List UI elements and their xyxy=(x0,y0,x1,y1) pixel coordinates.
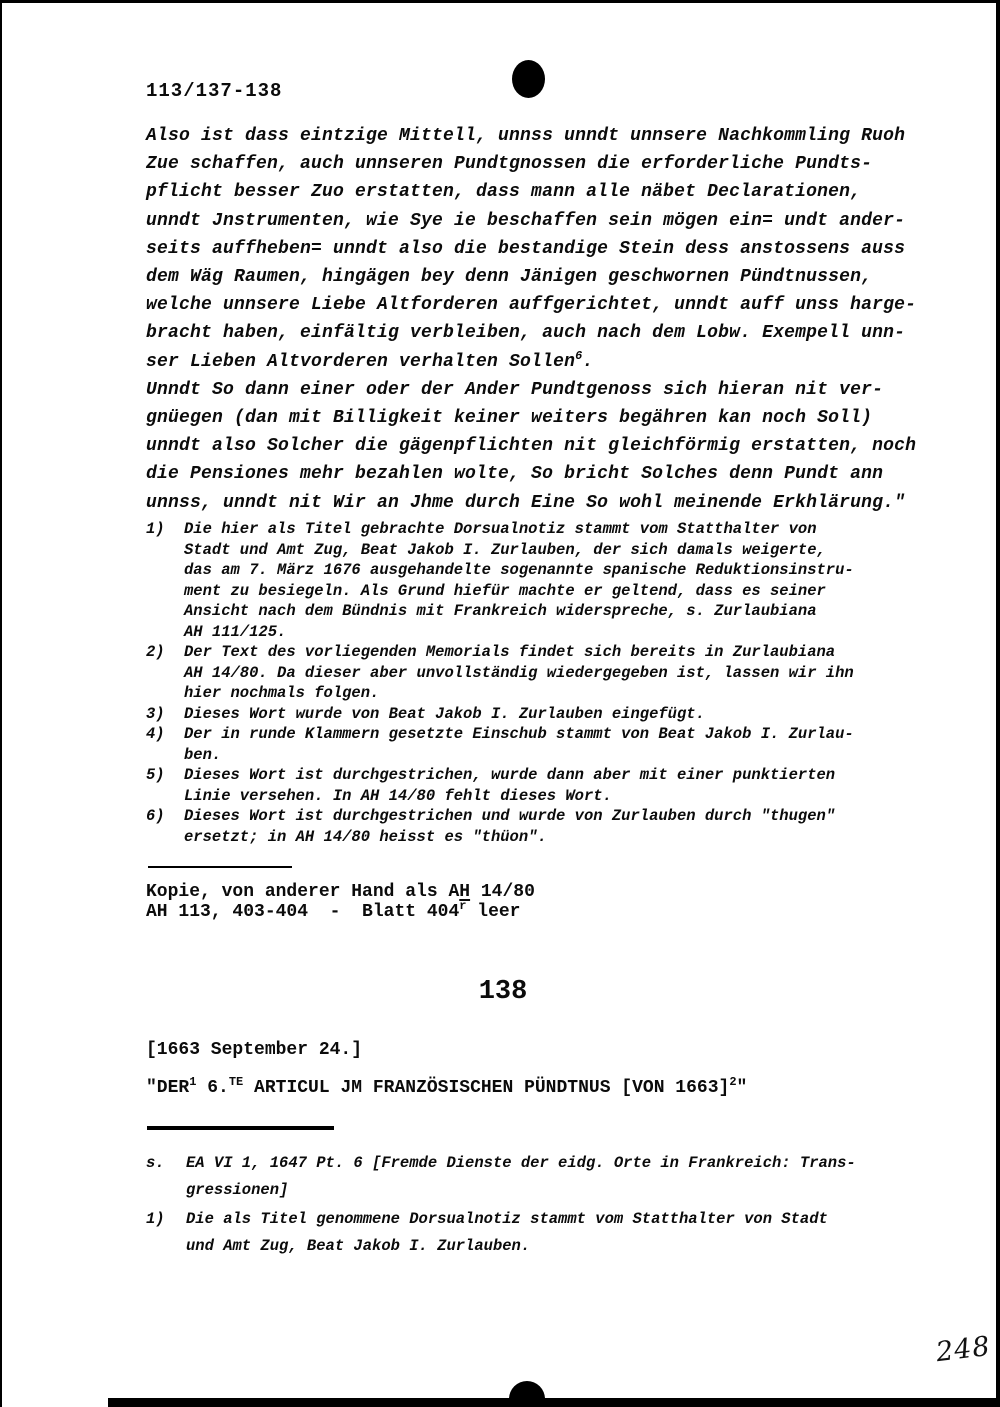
document-number: 138 xyxy=(478,977,528,1007)
punch-hole-bottom-icon xyxy=(509,1381,545,1399)
footnote-line: ment zu besiegeln. Als Grund hiefür machte er geltend, dass es seiner xyxy=(184,581,826,600)
footnote-line: Dieses Wort ist durchgestrichen, wurde dann aber mit einer punktierten xyxy=(184,766,836,784)
footnotes xyxy=(146,519,946,847)
footnote-line: das am 7. März 1676 ausgehandelte sogenannte spanische Reduktionsinstru- xyxy=(184,561,854,579)
body-line: unndt Jnstrumenten, wie Sye ie beschaffen sein mögen ein= undt ander- xyxy=(146,210,906,231)
body-line: bracht haben, einfältig verbleiben, auch nach dem Lobw. Exempell unn- xyxy=(146,323,906,344)
bottom-footnote-body xyxy=(186,1206,946,1260)
footnote-line: ben. xyxy=(184,745,222,764)
footnote-number: 6) xyxy=(146,807,165,825)
footnote-item xyxy=(146,642,946,704)
footnote-body xyxy=(184,806,946,847)
see-reference-line: EA VI 1, 1647 Pt. 6 [Fremde Dienste der eidg. Orte in Frankreich: Trans- xyxy=(186,1154,856,1172)
punch-hole-top-icon xyxy=(512,60,545,98)
handwritten-page-number: 248 xyxy=(934,1330,993,1369)
footnote-body xyxy=(184,765,946,806)
body-line: unnss, unndt nit Wir an Jhme durch Eine So wohl meinende Erkhlärung." xyxy=(146,492,906,513)
body-line: seits auffheben= unndt also die bestandige Stein dess anstossens auss xyxy=(146,238,906,259)
footnote-line: Stadt und Amt Zug, Beat Jakob I. Zurlauben, der sich damals weigerte, xyxy=(184,540,826,559)
footnote-line: Der Text des vorliegenden Memorials findet sich bereits in Zurlaubiana xyxy=(184,643,836,661)
footnote-separator xyxy=(148,866,292,868)
body-line: pflicht besser Zuo erstatten, dass mann alle näbet Declarationen, xyxy=(146,182,862,203)
footnote-body xyxy=(184,704,946,725)
footnote-line: Dieses Wort ist durchgestrichen und wurde von Zurlauben durch "thugen" xyxy=(184,807,836,825)
kopie-note xyxy=(146,883,535,922)
bottom-footnote-number: 1) xyxy=(146,1210,165,1228)
body-line: Unndt So dann einer oder der Ander Pundtgenoss sich hieran nit ver- xyxy=(146,379,884,400)
footnote-line: Ansicht nach dem Bündnis mit Frankreich widerspreche, s. Zurlaubiana xyxy=(184,602,817,620)
body-line: dem Wäg Raumen, hingägen bey denn Jänigen geschwornen Pündtnussen, xyxy=(146,267,873,288)
title-separator xyxy=(147,1126,334,1130)
footnote-item xyxy=(146,806,946,847)
bottom-footnote xyxy=(146,1206,946,1260)
footnote-number: 5) xyxy=(146,766,165,784)
body-line: welche unnsere Liebe Altforderen auffgerichtet, unndt auff unss harge- xyxy=(146,295,917,316)
footnote-number: 2) xyxy=(146,643,165,661)
see-reference-marker: s. xyxy=(146,1154,165,1172)
top-border xyxy=(0,0,1000,3)
footnote-body xyxy=(184,724,946,765)
footnote-item xyxy=(146,765,946,806)
kopie-line: AH 113, 403-404 - Blatt 404$^r$ leer xyxy=(146,898,521,922)
body-line: gnüegen (dan mit Billigkeit keiner weiters begähren kan noch Soll) xyxy=(146,408,873,429)
see-reference-line: gressionen] xyxy=(186,1181,289,1199)
bottom-footnote-line: und Amt Zug, Beat Jakob I. Zurlauben. xyxy=(186,1237,531,1255)
footnote-item xyxy=(146,704,946,725)
bottom-border xyxy=(108,1398,1000,1407)
body-line: Zue schaffen, auch unnseren Pundtgnossen die erforderliche Pundts- xyxy=(146,154,873,175)
footnote-number: 4) xyxy=(146,725,165,743)
bottom-footnote-line: Die als Titel genommene Dorsualnotiz stammt vom Statthalter von Stadt xyxy=(186,1210,828,1228)
footnote-item xyxy=(146,519,946,642)
document-title: "DER$^1$ 6.$^{TE}$ ARTICUL JM FRANZÖSISCHEN PÜNDTNUS [VON 1663]$^2$" xyxy=(146,1075,748,1098)
footnote-line: Der in runde Klammern gesetzte Einschub stammt von Beat Jakob I. Zurlau- xyxy=(184,725,854,743)
left-border xyxy=(0,0,2,1407)
main-text xyxy=(146,122,936,517)
body-line: Also ist dass eintzige Mittell, unnss unndt unnsere Nachkommling Ruoh xyxy=(146,126,906,146)
footnote-line: Linie versehen. In AH 14/80 fehlt dieses Wort. xyxy=(184,786,612,805)
body-line: die Pensiones mehr bezahlen wolte, So bricht Solches denn Pundt ann xyxy=(146,464,884,485)
footnote-number: 1) xyxy=(146,520,165,538)
footnote-body xyxy=(184,642,946,704)
footnote-line: AH 14/80. Da dieser aber unvollständig wiedergegeben ist, lassen wir ihn xyxy=(184,663,854,682)
footnote-line: hier nochmals folgen. xyxy=(184,684,380,702)
footnote-line: Die hier als Titel gebrachte Dorsualnotiz stammt vom Statthalter von xyxy=(184,520,817,538)
see-reference-body xyxy=(186,1150,946,1204)
body-line: unndt also Solcher die gägenpflichten nit gleichförmig erstatten, noch xyxy=(146,436,917,457)
footnote-line: Dieses Wort wurde von Beat Jakob I. Zurlauben eingefügt. xyxy=(184,704,705,723)
document-date: [1663 September 24.] xyxy=(146,1040,363,1060)
see-reference xyxy=(146,1150,946,1204)
kopie-line: Kopie, von anderer Hand als AH 14/80 xyxy=(146,882,535,902)
body-line: ser Lieben Altvorderen verhalten Sollen$^6$. xyxy=(146,348,594,372)
footnote-item xyxy=(146,724,946,765)
footnote-line: ersetzt; in AH 14/80 heisst es "thüon". xyxy=(184,827,547,846)
archive-reference: 113/137-138 xyxy=(146,80,283,102)
footnote-line: AH 111/125. xyxy=(184,622,287,641)
footnote-number: 3) xyxy=(146,704,165,723)
right-border xyxy=(996,0,1000,1407)
footnote-body xyxy=(184,519,946,642)
